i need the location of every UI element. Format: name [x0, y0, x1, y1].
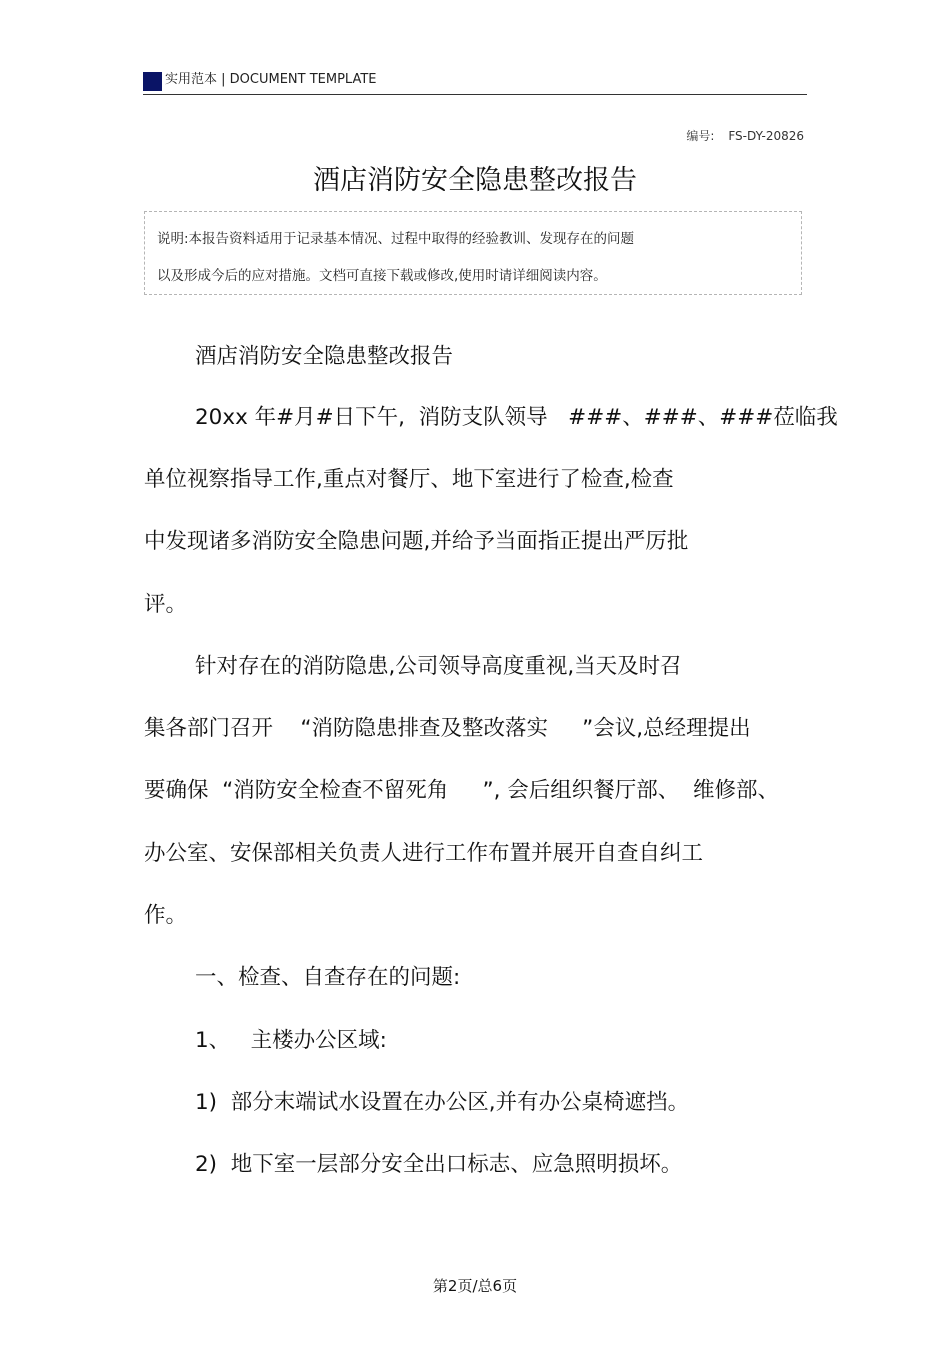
header-title: 实用范本 | DOCUMENT TEMPLATE [165, 72, 377, 87]
template-mark-icon [143, 72, 162, 91]
body-line: 针对存在的消防隐患,公司领导高度重视,当天及时召 [195, 654, 682, 679]
body-line: 中发现诸多消防安全隐患问题,并给予当面指正提出严厉批 [144, 529, 689, 554]
page-header [143, 68, 807, 95]
body-line: 评。 [144, 592, 188, 617]
description-box [144, 211, 802, 295]
subsection-heading: 1、 主楼办公区域: [195, 1028, 387, 1053]
body-line: 20xx 年#月#日下午, 消防支队领导 ###、###、###莅临我 [195, 405, 838, 430]
description-line-1: 说明:本报告资料适用于记录基本情况、过程中取得的经验教训、发现存在的问题 [157, 231, 635, 247]
document-number-value: FS-DY-20826 [728, 129, 804, 143]
list-item: 1) 部分末端试水设置在办公区,并有办公桌椅遮挡。 [195, 1090, 690, 1115]
description-line-2: 以及形成今后的应对措施。文档可直接下载或修改,使用时请详细阅读内容。 [157, 268, 607, 284]
body-line: 集各部门召开 “消防隐患排查及整改落实 ”会议,总经理提出 [144, 716, 751, 741]
document-number [686, 127, 804, 144]
body-line: 酒店消防安全隐患整改报告 [195, 344, 454, 369]
list-item: 2) 地下室一层部分安全出口标志、应急照明损坏。 [195, 1152, 683, 1177]
document-number-label: 编号: [686, 129, 715, 143]
body-line: 要确保 “消防安全检查不留死角 ”, 会后组织餐厅部、 维修部、 [144, 778, 779, 803]
page-footer: 第2页/总6页 [432, 1277, 518, 1295]
body-line: 单位视察指导工作,重点对餐厅、地下室进行了检查,检查 [144, 467, 674, 492]
document-title: 酒店消防安全隐患整改报告 [313, 165, 637, 196]
body-line: 作。 [144, 903, 188, 928]
body-line: 办公室、安保部相关负责人进行工作布置并展开自查自纠工 [144, 841, 704, 866]
section-heading: 一、检查、自查存在的问题: [195, 965, 461, 990]
